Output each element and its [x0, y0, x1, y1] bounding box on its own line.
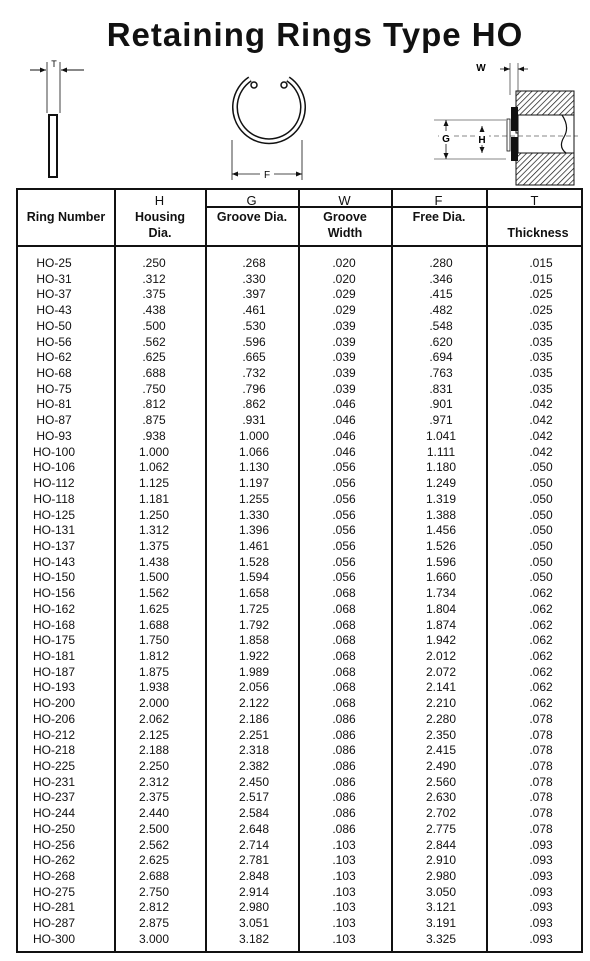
col-letter-groove: G — [246, 193, 257, 208]
table-cell: HO-256 — [32, 837, 76, 852]
table-cell: .068 — [332, 680, 356, 695]
table-cell: HO-143 — [32, 554, 76, 569]
col-header-thickness: Thickness — [507, 226, 569, 240]
table-cell: .042 — [529, 397, 553, 412]
col-header-groove: Groove Dia. — [216, 210, 288, 224]
table-cell: .280 — [429, 256, 453, 270]
table-cell: .093 — [529, 884, 553, 899]
header-divider — [18, 245, 581, 247]
table-cell: 1.625 — [138, 601, 170, 616]
table-cell: HO-250 — [32, 821, 76, 836]
table-cell: 2.781 — [238, 853, 270, 868]
table-cell: 1.942 — [425, 633, 457, 648]
table-cell: .020 — [332, 271, 356, 286]
ring-number-column — [24, 256, 84, 948]
col-letter-housing: H — [154, 193, 165, 208]
table-cell: HO-237 — [32, 790, 76, 805]
col-divider — [114, 190, 116, 951]
table-cell: HO-150 — [32, 570, 76, 585]
table-cell: 2.914 — [238, 884, 270, 899]
col-header-free: Free Dia. — [412, 210, 466, 224]
table-cell: .056 — [332, 554, 356, 569]
table-cell: HO-25 — [36, 256, 72, 270]
table-cell: HO-50 — [36, 318, 72, 333]
table-cell: 2.875 — [138, 916, 170, 931]
table-cell: 2.562 — [138, 837, 170, 852]
table-cell: .068 — [332, 664, 356, 679]
table-cell: 2.250 — [138, 759, 170, 773]
table-cell: 1.066 — [238, 444, 270, 459]
table-cell: .062 — [529, 601, 553, 616]
table-cell: .050 — [529, 554, 553, 569]
table-cell: HO-175 — [32, 633, 76, 648]
table-cell: .062 — [529, 648, 553, 663]
table-cell: .250 — [142, 256, 166, 270]
table-cell: 1.375 — [138, 538, 170, 553]
table-cell: .062 — [529, 664, 553, 679]
table-cell: HO-168 — [32, 617, 76, 632]
table-cell: .050 — [529, 476, 553, 491]
table-cell: .035 — [529, 334, 553, 349]
table-cell: .015 — [529, 271, 553, 286]
thickness-diagram — [18, 58, 93, 183]
table-cell: .050 — [529, 523, 553, 538]
table-cell: .862 — [242, 397, 266, 412]
col-divider — [391, 190, 393, 951]
table-cell: .029 — [332, 287, 356, 302]
table-cell: 2.844 — [425, 837, 457, 852]
h-label: H — [478, 135, 486, 146]
table-cell: .062 — [529, 696, 553, 711]
table-cell: 1.596 — [425, 554, 457, 569]
table-cell: 1.500 — [138, 570, 170, 585]
table-cell: 1.804 — [425, 601, 457, 616]
table-cell: .042 — [529, 428, 553, 443]
table-cell: .103 — [332, 900, 356, 915]
table-cell: 2.012 — [425, 648, 457, 663]
table-cell: 2.280 — [425, 711, 457, 726]
table-cell: 1.197 — [238, 476, 270, 491]
table-cell: 2.625 — [138, 853, 170, 868]
table-cell: .046 — [332, 397, 356, 412]
table-cell: 1.660 — [425, 570, 457, 585]
table-cell: HO-62 — [36, 350, 72, 365]
table-cell: 2.750 — [138, 884, 170, 899]
table-cell: .056 — [332, 570, 356, 585]
table-cell: 1.750 — [138, 633, 170, 648]
table-cell: .062 — [529, 680, 553, 695]
table-cell: HO-187 — [32, 664, 76, 679]
table-cell: 2.450 — [238, 774, 270, 789]
table-cell: .056 — [332, 460, 356, 475]
thickness-column — [516, 256, 566, 948]
table-cell: 2.775 — [425, 821, 457, 836]
table-cell: .029 — [332, 303, 356, 318]
table-cell: 3.051 — [238, 916, 270, 931]
table-cell: .831 — [429, 381, 453, 396]
table-cell: HO-93 — [36, 428, 72, 443]
table-cell: .068 — [332, 601, 356, 616]
table-cell: .312 — [142, 271, 166, 286]
table-cell: .039 — [332, 334, 356, 349]
table-cell: HO-31 — [36, 271, 72, 286]
table-cell: 1.874 — [425, 617, 457, 632]
table-cell: .025 — [529, 287, 553, 302]
table-cell: 2.312 — [138, 774, 170, 789]
table-cell: .397 — [242, 287, 266, 302]
table-cell: .103 — [332, 884, 356, 899]
table-cell: 1.938 — [138, 680, 170, 695]
table-cell: 1.461 — [238, 538, 270, 553]
table-cell: .068 — [332, 696, 356, 711]
table-cell: HO-287 — [32, 916, 76, 931]
col-divider — [298, 190, 300, 951]
free-dia-column — [414, 256, 468, 948]
table-cell: 2.517 — [238, 790, 270, 805]
table-cell: 1.250 — [138, 507, 170, 522]
table-cell: 1.438 — [138, 554, 170, 569]
table-cell: 1.319 — [425, 491, 457, 506]
table-cell: 2.688 — [138, 869, 170, 884]
col-header-housing: Housing Dia. — [135, 210, 185, 240]
col-header-width: Groove Width — [323, 210, 367, 240]
table-cell: .056 — [332, 523, 356, 538]
table-cell: HO-262 — [32, 853, 76, 868]
table-cell: 2.188 — [138, 743, 170, 758]
table-cell: 1.330 — [238, 507, 270, 522]
table-cell: 2.062 — [138, 711, 170, 726]
table-cell: 1.255 — [238, 491, 270, 506]
table-cell: 3.000 — [138, 931, 170, 946]
col-letter-thickness: T — [530, 193, 539, 208]
table-cell: .093 — [529, 916, 553, 931]
table-cell: HO-244 — [32, 806, 76, 821]
table-cell: .732 — [242, 366, 266, 381]
table-cell: 1.180 — [425, 460, 457, 475]
table-cell: .056 — [332, 538, 356, 553]
table-cell: .796 — [242, 381, 266, 396]
table-cell: 2.630 — [425, 790, 457, 805]
housing-dia-column — [128, 256, 180, 948]
table-cell: .078 — [529, 759, 553, 773]
table-cell: HO-118 — [33, 491, 75, 506]
table-cell: .039 — [332, 366, 356, 381]
table-cell: 2.980 — [238, 900, 270, 915]
col-header-ring: Ring Number — [26, 210, 106, 224]
table-cell: .068 — [332, 586, 356, 601]
table-cell: 1.875 — [138, 664, 170, 679]
table-cell: .078 — [529, 711, 553, 726]
ring-spec-table — [16, 188, 583, 953]
table-cell: HO-125 — [32, 507, 76, 522]
table-cell: HO-268 — [32, 869, 76, 884]
groove-diagram — [432, 55, 582, 187]
table-cell: .375 — [142, 287, 166, 302]
table-cell: .056 — [332, 491, 356, 506]
table-cell: 2.490 — [425, 759, 457, 773]
table-cell: .086 — [332, 727, 356, 742]
table-cell: .062 — [529, 586, 553, 601]
table-cell: .530 — [242, 318, 266, 333]
table-cell: HO-231 — [32, 774, 76, 789]
table-cell: .050 — [529, 538, 553, 553]
table-cell: .068 — [332, 633, 356, 648]
table-cell: .039 — [332, 318, 356, 333]
table-cell: .268 — [242, 256, 266, 270]
table-cell: .078 — [529, 790, 553, 805]
table-cell: HO-75 — [36, 381, 72, 396]
table-cell: HO-225 — [32, 759, 76, 773]
f-label: F — [263, 170, 271, 181]
table-cell: 1.562 — [138, 586, 170, 601]
table-cell: .086 — [332, 790, 356, 805]
table-cell: HO-181 — [32, 648, 76, 663]
table-cell: HO-162 — [32, 601, 76, 616]
table-cell: 2.141 — [425, 680, 457, 695]
table-cell: .056 — [332, 507, 356, 522]
groove-width-column — [318, 256, 370, 948]
table-cell: HO-275 — [32, 884, 76, 899]
table-cell: 1.812 — [138, 648, 170, 663]
table-cell: .078 — [529, 743, 553, 758]
table-cell: 2.560 — [425, 774, 457, 789]
table-cell: HO-300 — [32, 931, 76, 946]
table-cell: .086 — [332, 774, 356, 789]
table-cell: .931 — [242, 413, 266, 428]
table-cell: 1.858 — [238, 633, 270, 648]
table-cell: .068 — [332, 617, 356, 632]
table-cell: .086 — [332, 759, 356, 773]
table-cell: .062 — [529, 633, 553, 648]
w-label: W — [476, 63, 486, 74]
table-cell: .046 — [332, 413, 356, 428]
t-label: T — [51, 59, 57, 69]
table-cell: HO-106 — [32, 460, 76, 475]
table-cell: 1.130 — [238, 460, 270, 475]
table-cell: 2.382 — [238, 759, 270, 773]
table-cell: 3.325 — [425, 931, 457, 946]
table-cell: HO-218 — [32, 743, 76, 758]
table-cell: .103 — [332, 916, 356, 931]
table-cell: HO-81 — [36, 397, 72, 412]
table-cell: .093 — [529, 931, 553, 946]
col-letter-width: W — [338, 193, 351, 208]
table-cell: 1.922 — [238, 648, 270, 663]
table-cell: .093 — [529, 837, 553, 852]
table-cell: HO-68 — [36, 366, 72, 381]
table-cell: .039 — [332, 381, 356, 396]
table-cell: .901 — [429, 397, 453, 412]
table-cell: 1.000 — [238, 428, 270, 443]
table-cell: .050 — [529, 491, 553, 506]
table-cell: 2.125 — [138, 727, 170, 742]
table-cell: .415 — [429, 287, 453, 302]
table-cell: HO-200 — [32, 696, 76, 711]
table-cell: .500 — [142, 318, 166, 333]
table-cell: .039 — [332, 350, 356, 365]
table-cell: 2.440 — [138, 806, 170, 821]
table-cell: 2.848 — [238, 869, 270, 884]
table-cell: 2.318 — [238, 743, 270, 758]
table-cell: HO-37 — [36, 287, 72, 302]
table-cell: .346 — [429, 271, 453, 286]
table-cell: HO-137 — [32, 538, 76, 553]
table-cell: .078 — [529, 727, 553, 742]
table-cell: 2.702 — [425, 806, 457, 821]
table-cell: 2.186 — [238, 711, 270, 726]
table-cell: .562 — [142, 334, 166, 349]
table-cell: .093 — [529, 869, 553, 884]
table-cell: .050 — [529, 507, 553, 522]
table-cell: .086 — [332, 821, 356, 836]
table-cell: .050 — [529, 570, 553, 585]
table-cell: 2.251 — [238, 727, 270, 742]
table-cell: 1.041 — [425, 428, 457, 443]
table-cell: 2.584 — [238, 806, 270, 821]
table-cell: .062 — [529, 617, 553, 632]
table-cell: 1.396 — [238, 523, 270, 538]
col-divider — [486, 190, 488, 951]
table-cell: .625 — [142, 350, 166, 365]
table-cell: .015 — [529, 256, 553, 270]
table-cell: .763 — [429, 366, 453, 381]
table-cell: HO-281 — [32, 900, 76, 915]
table-cell: 2.122 — [238, 696, 270, 711]
table-cell: 3.121 — [425, 900, 457, 915]
table-cell: 1.792 — [238, 617, 270, 632]
table-cell: 1.111 — [426, 444, 456, 459]
table-cell: .103 — [332, 931, 356, 946]
table-cell: .035 — [529, 318, 553, 333]
table-cell: 1.688 — [138, 617, 170, 632]
table-cell: .056 — [332, 476, 356, 491]
table-cell: 1.456 — [425, 523, 457, 538]
table-cell: .548 — [429, 318, 453, 333]
table-cell: .078 — [529, 821, 553, 836]
g-label: G — [442, 134, 450, 145]
table-cell: .035 — [529, 381, 553, 396]
table-cell: .086 — [332, 743, 356, 758]
table-cell: .025 — [529, 303, 553, 318]
table-cell: 2.980 — [425, 869, 457, 884]
table-cell: HO-156 — [32, 586, 76, 601]
table-cell: .812 — [142, 397, 166, 412]
table-cell: .694 — [429, 350, 453, 365]
groove-dia-column — [224, 256, 284, 948]
table-cell: HO-100 — [32, 444, 76, 459]
table-cell: .093 — [529, 900, 553, 915]
col-letter-free: F — [434, 193, 443, 208]
table-cell: HO-43 — [36, 303, 72, 318]
table-cell: .438 — [142, 303, 166, 318]
table-cell: .035 — [529, 350, 553, 365]
table-cell: 2.648 — [238, 821, 270, 836]
table-cell: 2.375 — [138, 790, 170, 805]
table-cell: .330 — [242, 271, 266, 286]
table-cell: .046 — [332, 444, 356, 459]
table-cell: HO-212 — [32, 727, 76, 742]
table-cell: 1.989 — [238, 664, 270, 679]
table-cell: 2.210 — [425, 696, 457, 711]
table-cell: .482 — [429, 303, 453, 318]
table-cell: .086 — [332, 711, 356, 726]
table-cell: .971 — [429, 413, 453, 428]
table-cell: 1.725 — [238, 601, 270, 616]
table-cell: HO-112 — [33, 476, 75, 491]
table-cell: HO-193 — [32, 680, 76, 695]
table-cell: 1.594 — [238, 570, 270, 585]
table-cell: .042 — [529, 444, 553, 459]
table-cell: .665 — [242, 350, 266, 365]
table-cell: .078 — [529, 806, 553, 821]
table-cell: 2.350 — [425, 727, 457, 742]
table-cell: HO-56 — [36, 334, 72, 349]
table-cell: .103 — [332, 837, 356, 852]
table-cell: 2.812 — [138, 900, 170, 915]
page-title: Retaining Rings Type HO — [106, 16, 524, 53]
table-cell: 1.734 — [425, 586, 457, 601]
table-cell: .093 — [529, 853, 553, 868]
table-cell: 1.388 — [425, 507, 457, 522]
table-cell: HO-206 — [32, 711, 76, 726]
table-cell: .103 — [332, 853, 356, 868]
table-cell: .042 — [529, 413, 553, 428]
table-cell: 1.526 — [425, 538, 457, 553]
table-cell: 2.000 — [138, 696, 170, 711]
ring-diagram — [220, 70, 320, 185]
table-cell: 1.062 — [138, 460, 170, 475]
table-cell: .875 — [142, 413, 166, 428]
col-divider — [205, 190, 207, 951]
table-cell: 1.528 — [238, 554, 270, 569]
table-cell: .035 — [529, 366, 553, 381]
table-cell: .086 — [332, 806, 356, 821]
table-cell: 2.056 — [238, 680, 270, 695]
table-cell: 3.191 — [425, 916, 457, 931]
table-cell: 2.910 — [425, 853, 457, 868]
table-cell: 3.182 — [238, 931, 270, 946]
table-cell: 1.000 — [138, 444, 170, 459]
table-cell: 2.714 — [238, 837, 270, 852]
table-cell: .461 — [242, 303, 266, 318]
table-cell: HO-87 — [36, 413, 72, 428]
table-cell: .620 — [429, 334, 453, 349]
table-cell: .596 — [242, 334, 266, 349]
table-cell: .068 — [332, 648, 356, 663]
table-cell: HO-131 — [32, 523, 76, 538]
table-cell: 1.125 — [138, 476, 170, 491]
table-cell: .078 — [529, 774, 553, 789]
table-cell: 2.500 — [138, 821, 170, 836]
table-cell: .688 — [142, 366, 166, 381]
table-cell: .020 — [332, 256, 356, 270]
table-cell: 2.072 — [425, 664, 457, 679]
table-cell: 1.658 — [238, 586, 270, 601]
table-cell: 1.312 — [138, 523, 170, 538]
table-cell: .050 — [529, 460, 553, 475]
table-cell: .046 — [332, 428, 356, 443]
table-cell: .750 — [142, 381, 166, 396]
table-cell: 1.181 — [138, 491, 170, 506]
table-cell: 3.050 — [425, 884, 457, 899]
table-cell: 2.415 — [425, 743, 457, 758]
table-cell: .938 — [142, 428, 166, 443]
table-cell: .103 — [332, 869, 356, 884]
table-cell: 1.249 — [425, 476, 457, 491]
